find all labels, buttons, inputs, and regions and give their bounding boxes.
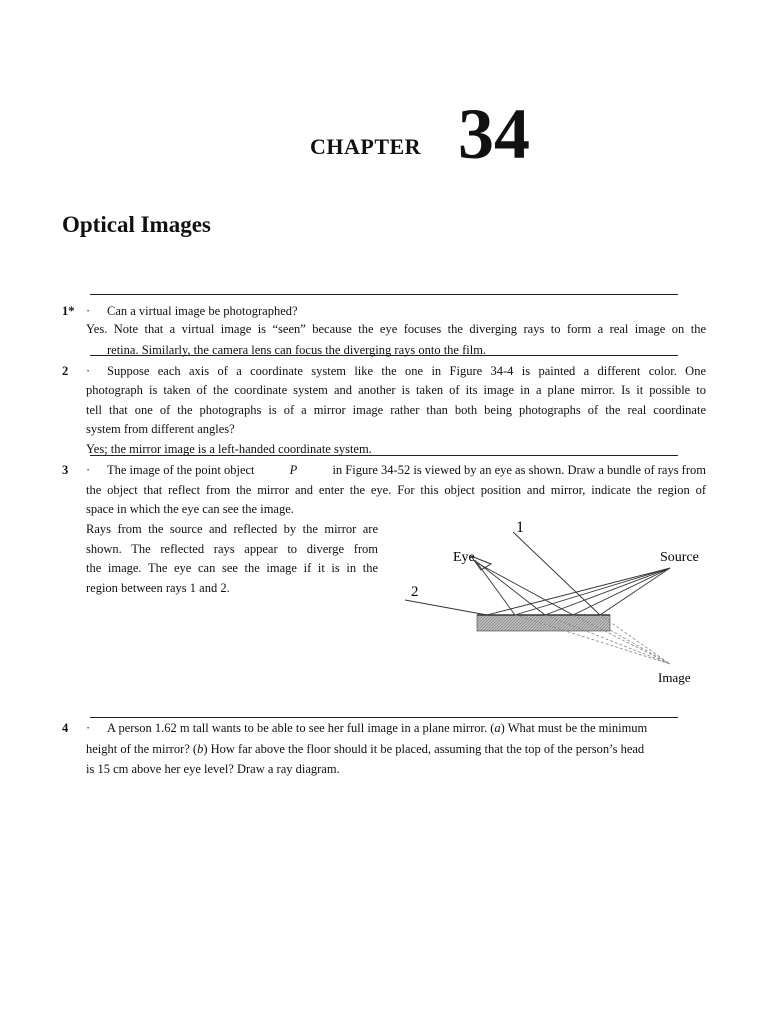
question-text	[107, 720, 647, 736]
question-text	[86, 741, 644, 757]
question-fragment: in Figure 34-52 is viewed by an eye as shown. Draw a bundle of rays from	[332, 463, 706, 477]
virtual-ray	[600, 615, 670, 664]
part-label: a	[494, 721, 501, 735]
reflected-ray	[479, 564, 573, 615]
question-text: is 15 cm above her eye level? Draw a ray diagram.	[86, 762, 340, 776]
bullet: ·	[86, 463, 91, 477]
question-fragment: height of the mirror? (	[86, 742, 198, 756]
answer-text: Yes. Note that a virtual image is “seen” because the eye focuses the diverging rays to form a real image on the	[86, 322, 706, 336]
reflected-ray-2	[405, 600, 487, 615]
question-fragment: ) What must be the minimum	[500, 721, 648, 735]
chapter-label: CHAPTER	[310, 134, 422, 159]
problem-number: 1*	[62, 304, 75, 318]
answer-text: shown. The reflected rays appear to diverge from	[86, 542, 378, 556]
question-text: tell that one of the photographs is of a mirror image rather than both being photographs of the real coordinate	[86, 403, 706, 417]
answer-text: Rays from the source and reflected by the mirror are	[86, 522, 378, 536]
question-fragment: ) How far above the floor should it be placed, assuming that the top of the person’s head	[203, 742, 645, 756]
mirror	[477, 615, 610, 631]
section-title: Optical Images	[62, 212, 211, 237]
source-label: Source	[660, 550, 699, 565]
virtual-ray	[573, 615, 670, 664]
problem-number: 4	[62, 721, 69, 735]
question-text: system from different angles?	[86, 422, 235, 436]
question-text: Can a virtual image be photographed?	[107, 304, 298, 318]
question-text	[107, 462, 706, 478]
virtual-ray	[610, 630, 670, 664]
question-text: photograph is taken of the coordinate system and another is taken of its image in a plane mirror. Is it possible to	[86, 383, 706, 397]
ray-2-label: 2	[411, 584, 419, 600]
ray-diagram	[395, 512, 715, 694]
question-fragment: The image of the point object	[107, 463, 255, 477]
bullet: ·	[86, 721, 91, 735]
problem-number: 3	[62, 463, 69, 477]
image-label: Image	[658, 670, 691, 685]
divider	[90, 294, 678, 295]
problem-number: 2	[62, 364, 69, 378]
eye-label: Eye	[453, 550, 475, 565]
chapter-number: 34	[458, 94, 530, 174]
reflected-ray	[477, 562, 545, 615]
incident-ray	[573, 568, 670, 615]
incident-ray	[545, 568, 670, 615]
bullet: ·	[86, 304, 91, 318]
object-symbol: P	[289, 463, 298, 477]
answer-text: Yes; the mirror image is a left-handed coordinate system.	[86, 442, 372, 456]
answer-text: retina. Similarly, the camera lens can focus the diverging rays onto the film.	[107, 343, 487, 357]
question-text: the object that reflect from the mirror and enter the eye. For this object position and mirror, indicate the region of	[86, 483, 706, 497]
answer-text: the image. The eye can see the image if it is in the	[86, 561, 378, 575]
question-text: Suppose each axis of a coordinate system like the one in Figure 34-4 is painted a different color. One	[107, 364, 706, 378]
incident-ray	[600, 568, 670, 615]
question-fragment: A person 1.62 m tall wants to be able to see her full image in a plane mirror. (	[107, 721, 495, 735]
answer-text: region between rays 1 and 2.	[86, 581, 230, 595]
divider	[90, 717, 678, 718]
bullet: ·	[86, 364, 91, 378]
part-label: b	[197, 742, 204, 756]
question-text: space in which the eye can see the image.	[86, 502, 294, 516]
ray-1-label: 1	[516, 519, 524, 536]
